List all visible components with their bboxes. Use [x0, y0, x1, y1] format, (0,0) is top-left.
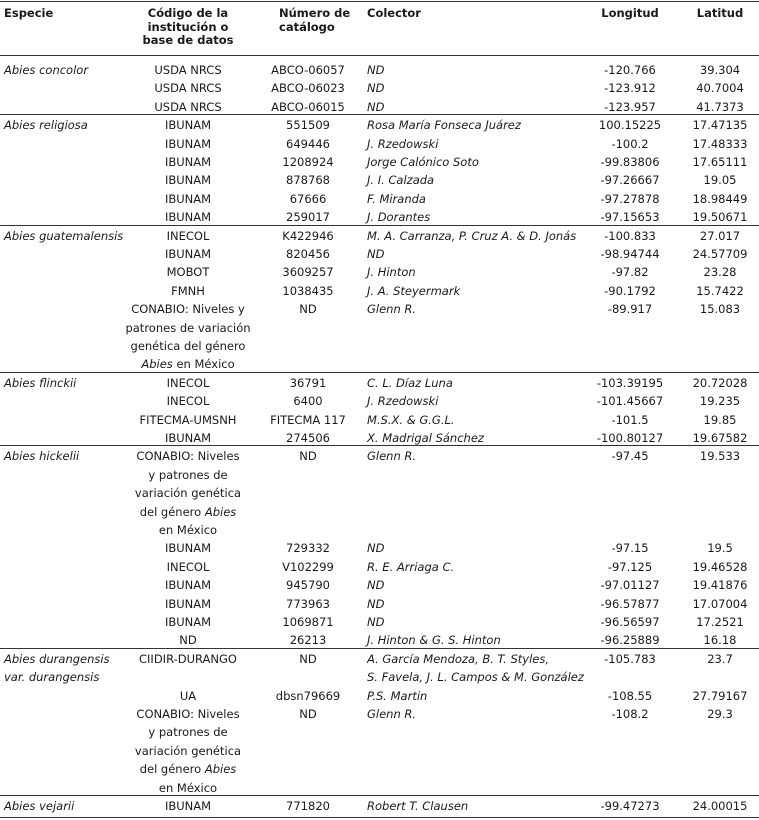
group-rule: [0, 445, 759, 446]
catalog-number: 36791: [289, 375, 327, 390]
group-rule: [0, 795, 759, 796]
catalog-number: 67666: [289, 191, 327, 206]
catalog-number: 945790: [286, 578, 330, 593]
longitude: -123.912: [604, 81, 656, 96]
collector: C. L. Díaz Luna: [367, 375, 453, 390]
latitude: 39.304: [699, 63, 741, 77]
collector: J. I. Calzada: [367, 173, 435, 188]
catalog-number: 551509: [286, 118, 330, 133]
catalog-number: 1038435: [282, 283, 334, 298]
collector: ND: [367, 541, 385, 556]
institution-code: variación genética: [134, 486, 242, 501]
collector: ND: [367, 247, 385, 261]
collector: Glenn R.: [367, 302, 417, 317]
header-codigo: [143, 7, 234, 48]
species-name: Abies guatemalensis: [4, 228, 124, 243]
institution-code: IBUNAM: [164, 210, 212, 225]
species-name: Abies durangensis: [4, 651, 110, 666]
institution-code: patrones de variación: [125, 320, 251, 335]
longitude: -100.2: [611, 136, 649, 151]
longitude: -101.5: [611, 412, 649, 427]
longitude: 100.15225: [598, 118, 662, 133]
latitude: 23.28: [703, 265, 737, 280]
header-codigo-line: base de datos: [142, 33, 234, 47]
institution-code: IBUNAM: [164, 541, 212, 556]
institution-code: CONABIO: Niveles: [136, 707, 240, 721]
catalog-number: ND: [299, 651, 317, 666]
institution-code: UA: [179, 688, 197, 703]
latitude: 19.50671: [692, 210, 748, 225]
catalog-number: ABCO-06015: [271, 99, 345, 114]
latitude: 19.46528: [692, 559, 748, 574]
collector: R. E. Arriaga C.: [367, 559, 455, 574]
species-name: Abies flinckii: [4, 375, 77, 390]
longitude: -100.80127: [596, 431, 664, 445]
collector: J. Dorantes: [367, 210, 431, 225]
header-numero-line: catálogo: [279, 19, 335, 34]
catalog-number: dbsn79669: [275, 688, 341, 703]
collector: ND: [367, 615, 385, 629]
institution-code: y patrones de: [148, 467, 228, 482]
latitude: 19.41876: [692, 578, 748, 593]
collector: Glenn R.: [367, 449, 417, 464]
institution-code: INECOL: [166, 375, 210, 390]
collector: J. A. Steyermark: [367, 283, 461, 298]
longitude: -90.1792: [604, 283, 656, 298]
latitude: 16.18: [703, 633, 737, 648]
catalog-number: 26213: [289, 633, 327, 648]
institution-code: USDA NRCS: [154, 99, 222, 114]
group-rule: [0, 648, 759, 649]
collector: Robert T. Clausen: [367, 799, 469, 813]
institution-code: USDA NRCS: [154, 81, 222, 96]
header-codigo-line: institución o: [147, 19, 229, 34]
latitude: 24.57709: [692, 247, 748, 261]
latitude: 17.07004: [692, 596, 748, 611]
institution-code: y patrones de: [148, 725, 228, 740]
collector: ND: [367, 596, 385, 611]
institution-code: IBUNAM: [164, 173, 212, 188]
latitude: 23.7: [707, 651, 733, 666]
catalog-number: 259017: [286, 210, 330, 225]
header-codigo-line: Código de la: [147, 6, 229, 20]
latitude: 19.235: [699, 394, 741, 409]
institution-code: del género Abies: [139, 762, 237, 777]
latitude: 27.79167: [692, 688, 748, 703]
longitude: -103.39195: [596, 375, 664, 390]
institution-code: IBUNAM: [164, 118, 212, 133]
longitude: -97.45: [611, 449, 649, 464]
header-especie: Especie: [4, 6, 54, 20]
latitude: 15.7422: [696, 283, 744, 298]
collector: S. Favela, J. L. Campos & M. González: [367, 670, 584, 685]
longitude: -97.26667: [600, 173, 660, 188]
institution-code: CONABIO: Niveles y: [131, 302, 245, 317]
latitude: 40.7004: [696, 81, 744, 96]
collector: ND: [367, 81, 385, 96]
collector: P.S. Martin: [367, 688, 428, 703]
catalog-number: 771820: [286, 799, 330, 813]
collector: Rosa María Fonseca Juárez: [367, 118, 521, 133]
latitude: 17.48333: [692, 136, 748, 151]
collector: ND: [367, 578, 385, 593]
longitude: -98.94744: [600, 247, 660, 261]
latitude: 24.00015: [692, 799, 748, 813]
catalog-number: 773963: [286, 596, 330, 611]
catalog-number: 729332: [286, 541, 330, 556]
catalog-number: FITECMA 117: [270, 412, 346, 427]
institution-code: Abies en México: [141, 357, 235, 372]
latitude: 19.05: [703, 173, 737, 188]
latitude: 19.67582: [692, 431, 748, 445]
table-bottom-rule: [0, 817, 759, 818]
collector: Glenn R.: [367, 707, 417, 721]
longitude: -101.45667: [596, 394, 664, 409]
institution-code: IBUNAM: [164, 431, 212, 445]
institution-code: IBUNAM: [164, 799, 212, 813]
collector: Jorge Calónico Soto: [367, 155, 479, 169]
latitude: 17.47135: [692, 118, 748, 133]
longitude: -120.766: [604, 63, 656, 77]
catalog-number: ND: [299, 449, 317, 464]
catalog-number: 1208924: [282, 155, 334, 169]
longitude: -97.01127: [600, 578, 660, 593]
longitude: -97.27878: [600, 191, 660, 206]
collector: M.S.X. & G.G.L.: [367, 412, 455, 427]
longitude: -97.15653: [600, 210, 660, 225]
catalog-number: 878768: [286, 173, 330, 188]
latitude: 18.98449: [692, 191, 748, 206]
latitude: 27.017: [699, 228, 741, 243]
species-name: Abies hickelii: [4, 449, 80, 464]
longitude: -105.783: [604, 651, 656, 666]
latitude: 41.7373: [696, 99, 744, 114]
header-longitud: Longitud: [601, 6, 659, 20]
longitude: -99.83806: [600, 155, 660, 169]
species-name: Abies concolor: [4, 63, 89, 77]
institution-code: genética del género: [130, 339, 246, 353]
latitude: 17.2521: [696, 615, 744, 629]
table-top-rule: [0, 1, 759, 2]
collector: J. Hinton & G. S. Hinton: [367, 633, 501, 648]
collector: J. Hinton: [367, 265, 416, 280]
institution-code: CIIDIR-DURANGO: [139, 651, 237, 666]
catalog-number: 274506: [286, 431, 330, 445]
header-colector: Colector: [367, 6, 421, 20]
collector: A. García Mendoza, B. T. Styles,: [367, 651, 550, 666]
catalog-number: ND: [299, 302, 317, 317]
catalog-number: V102299: [282, 559, 334, 574]
header-latitud: Latitud: [696, 6, 744, 20]
header-numero: [279, 7, 350, 34]
longitude: -97.82: [611, 265, 649, 280]
institution-code: IBUNAM: [164, 247, 212, 261]
header-rule: [0, 55, 759, 56]
longitude: -89.917: [607, 302, 653, 317]
latitude: 19.533: [699, 449, 741, 464]
institution-code: FMNH: [171, 283, 205, 298]
institution-code: USDA NRCS: [154, 63, 222, 77]
collector: ND: [367, 99, 385, 114]
collector: J. Rzedowski: [367, 394, 439, 409]
catalog-number: 649446: [286, 136, 330, 151]
collector: ND: [367, 63, 385, 77]
institution-code: FITECMA-UMSNH: [139, 412, 237, 427]
institution-code: INECOL: [166, 228, 210, 243]
catalog-number: ND: [299, 707, 317, 721]
institution-code: ND: [179, 633, 197, 648]
species-name: Abies vejarii: [4, 799, 75, 813]
longitude: -96.25889: [600, 633, 660, 648]
group-rule: [0, 114, 759, 115]
institution-code: en México: [158, 523, 218, 537]
longitude: -123.957: [604, 99, 656, 114]
species-name: Abies religiosa: [4, 118, 88, 133]
institution-code: en México: [158, 780, 218, 795]
longitude: -99.47273: [600, 799, 660, 813]
collector: X. Madrigal Sánchez: [367, 431, 484, 445]
latitude: 20.72028: [692, 375, 748, 390]
catalog-number: K422946: [282, 228, 334, 243]
catalog-number: 820456: [286, 247, 330, 261]
latitude: 19.5: [707, 541, 733, 556]
institution-code: IBUNAM: [164, 615, 212, 629]
institution-code: CONABIO: Niveles: [136, 449, 240, 464]
longitude: -96.56597: [600, 615, 660, 629]
longitude: -97.125: [607, 559, 653, 574]
latitude: 17.65111: [692, 155, 748, 169]
institution-code: INECOL: [166, 394, 210, 409]
catalog-number: ABCO-06023: [271, 81, 345, 96]
catalog-number: 1069871: [282, 615, 334, 629]
longitude: -96.57877: [600, 596, 660, 611]
species-name: var. durangensis: [4, 670, 100, 685]
institution-code: IBUNAM: [164, 596, 212, 611]
institution-code: IBUNAM: [164, 155, 212, 169]
group-rule: [0, 225, 759, 226]
longitude: -108.2: [611, 707, 649, 721]
institution-code: IBUNAM: [164, 191, 212, 206]
longitude: -97.15: [611, 541, 649, 556]
latitude: 19.85: [703, 412, 737, 427]
latitude: 15.083: [699, 302, 741, 317]
catalog-number: 6400: [293, 394, 323, 409]
collector: M. A. Carranza, P. Cruz A. & D. Jonás: [367, 228, 577, 243]
collector: F. Miranda: [367, 191, 426, 206]
longitude: -108.55: [607, 688, 653, 703]
institution-code: del género Abies: [139, 504, 237, 519]
latitude: 29.3: [707, 707, 733, 721]
catalog-number: ABCO-06057: [271, 63, 345, 77]
institution-code: IBUNAM: [164, 136, 212, 151]
institution-code: INECOL: [166, 559, 210, 574]
institution-code: variación genética: [134, 743, 242, 758]
longitude: -100.833: [604, 228, 656, 243]
collector: J. Rzedowski: [367, 136, 439, 151]
catalog-number: 3609257: [282, 265, 334, 280]
institution-code: IBUNAM: [164, 578, 212, 593]
header-numero-line: Número de: [279, 6, 351, 20]
institution-code: MOBOT: [166, 265, 210, 280]
group-rule: [0, 372, 759, 373]
